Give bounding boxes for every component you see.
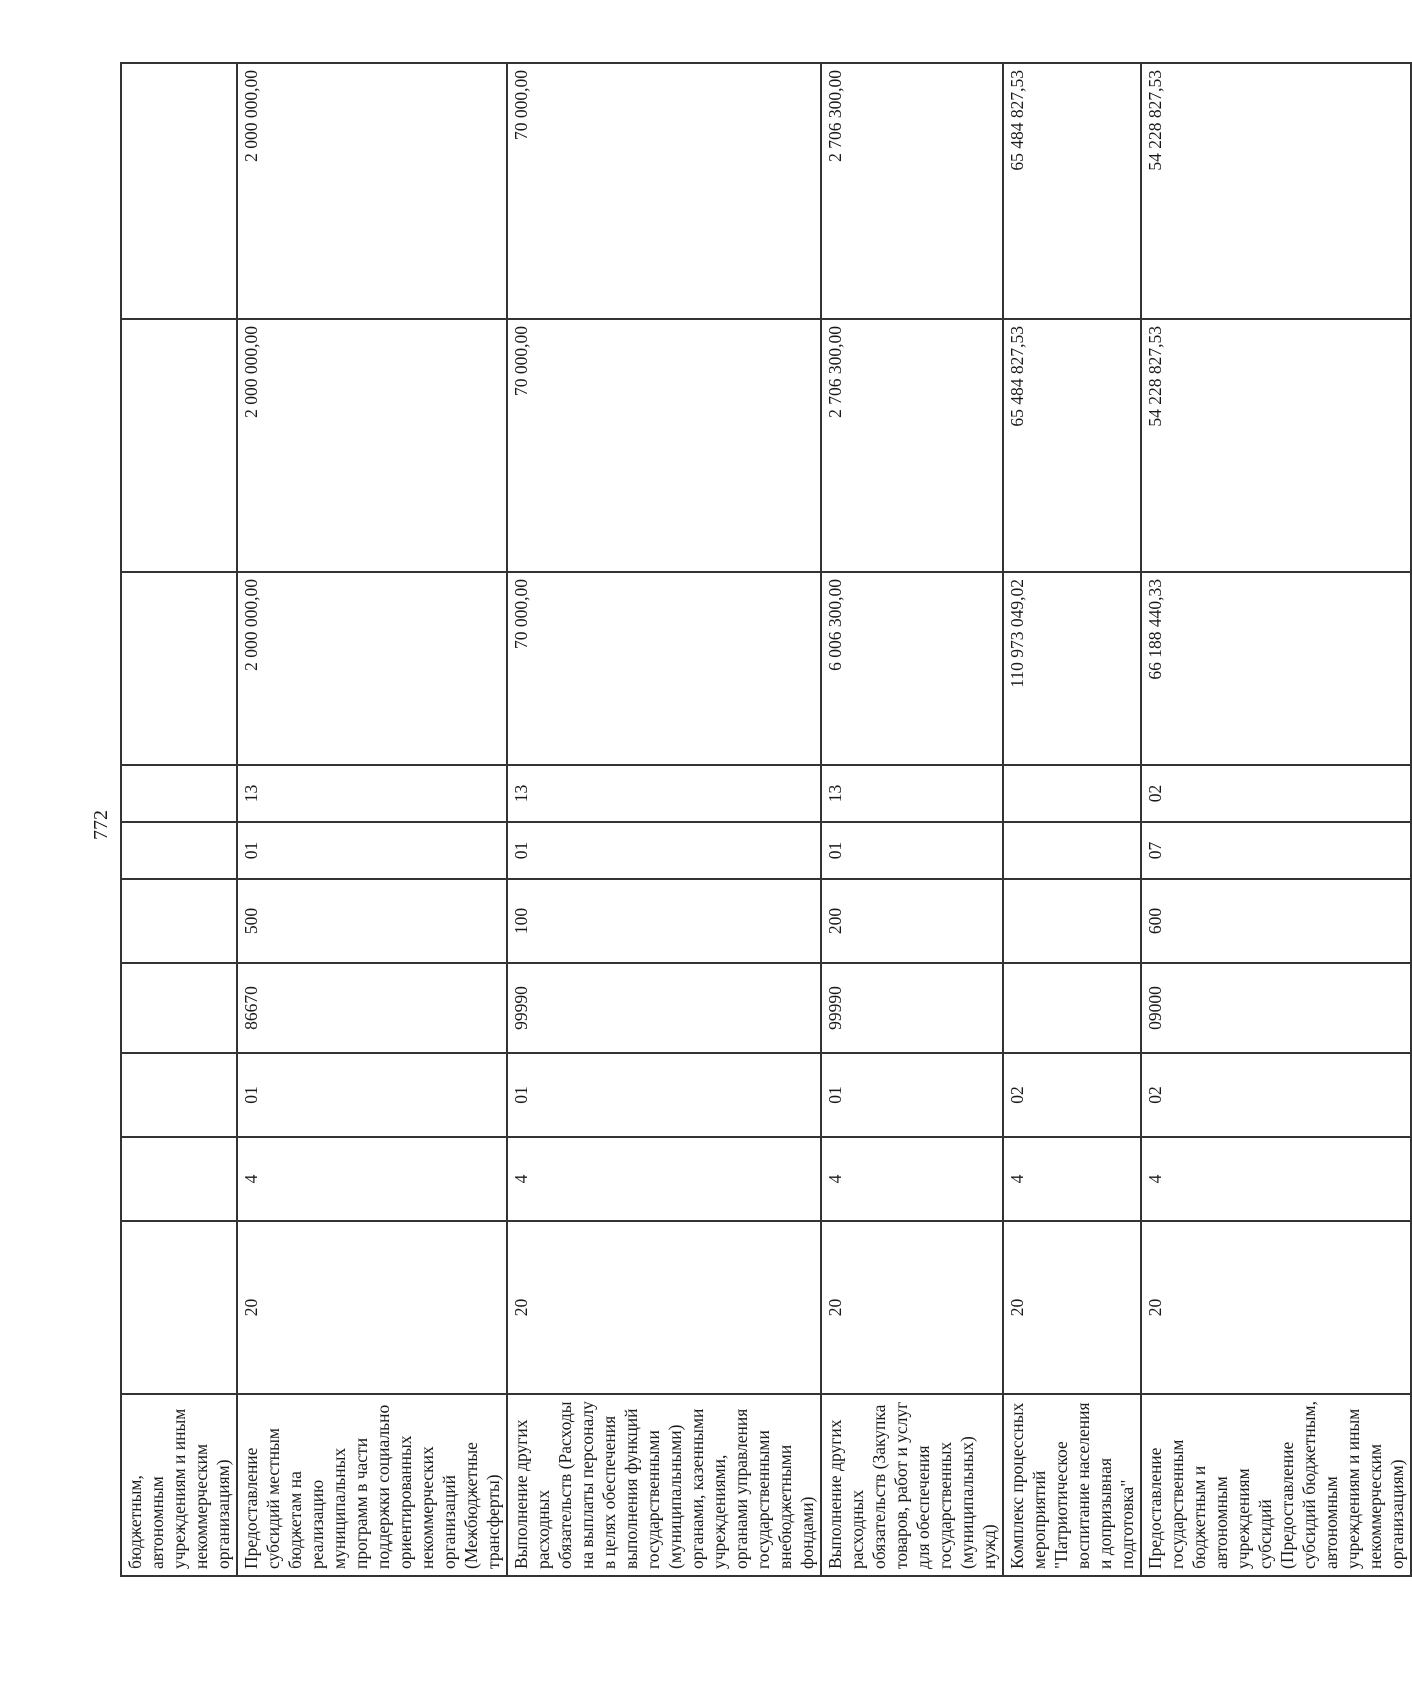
expense-type-cell: 500 (237, 879, 507, 963)
program-code-cell: 20 (507, 1221, 821, 1394)
amount-year1-cell: 6 006 300,00 (821, 572, 1003, 765)
amount-year1-cell (121, 572, 237, 765)
direction-code-cell: 99990 (507, 963, 821, 1053)
section-cell (121, 822, 237, 879)
section-cell (1003, 822, 1141, 879)
rotated-table-wrapper (120, 64, 1407, 1577)
element-code-cell: 01 (507, 1053, 821, 1137)
amount-year2-cell: 54 228 827,53 (1141, 319, 1411, 572)
amount-year1-cell: 66 188 440,33 (1141, 572, 1411, 765)
budget-table (120, 62, 1412, 1577)
direction-code-cell (1003, 963, 1141, 1053)
row-name-cell: Выполнение других расходных обязательств (Закупка товаров, работ и услуг для обеспечения государственных (муниципальных) нужд) (821, 1394, 1003, 1576)
amount-year2-cell: 65 484 827,53 (1003, 319, 1141, 572)
amount-year2-cell: 2 706 300,00 (821, 319, 1003, 572)
element-code-cell: 02 (1141, 1053, 1411, 1137)
program-code-cell (121, 1221, 237, 1394)
amount-year3-cell: 2 000 000,00 (237, 63, 507, 319)
amount-year3-cell: 2 706 300,00 (821, 63, 1003, 319)
expense-type-cell: 200 (821, 879, 1003, 963)
subprogram-code-cell: 4 (237, 1137, 507, 1221)
element-code-cell: 02 (1003, 1053, 1141, 1137)
page-number: 772 (90, 810, 112, 840)
subsection-cell: 13 (237, 765, 507, 822)
table-row (121, 63, 237, 1576)
section-cell: 07 (1141, 822, 1411, 879)
direction-code-cell: 86670 (237, 963, 507, 1053)
amount-year2-cell: 70 000,00 (507, 319, 821, 572)
subsection-cell: 02 (1141, 765, 1411, 822)
amount-year2-cell (121, 319, 237, 572)
element-code-cell: 01 (821, 1053, 1003, 1137)
subprogram-code-cell: 4 (821, 1137, 1003, 1221)
subprogram-code-cell: 4 (1003, 1137, 1141, 1221)
row-name-cell: Предоставление субсидий местным бюджетам на реализацию муниципальных программ в части поддержки социально ориентированных некоммерческих организаций (Межбюджетные трансферты) (237, 1394, 507, 1576)
amount-year3-cell: 70 000,00 (507, 63, 821, 319)
expense-type-cell: 600 (1141, 879, 1411, 963)
table-row (1003, 63, 1141, 1576)
table-row (237, 63, 507, 1576)
amount-year1-cell: 110 973 049,02 (1003, 572, 1141, 765)
element-code-cell: 01 (237, 1053, 507, 1137)
section-cell: 01 (821, 822, 1003, 879)
expense-type-cell: 100 (507, 879, 821, 963)
subprogram-code-cell: 4 (1141, 1137, 1411, 1221)
row-name-cell: Предоставление государственным бюджетным и автономным учреждениям субсидий (Предоставление субсидий бюджетным, автономным учреждениям и иным некоммерческим организациям) (1141, 1394, 1411, 1576)
row-name-cell: Выполнение других расходных обязательств (Расходы на выплаты персоналу в целях обеспечения выполнения функций государственными (муниципальными) органами, казенными учреждениями, органами управления государственными внебюджетными фондами) (507, 1394, 821, 1576)
subprogram-code-cell (121, 1137, 237, 1221)
program-code-cell: 20 (1003, 1221, 1141, 1394)
expense-type-cell (1003, 879, 1141, 963)
subsection-cell: 13 (507, 765, 821, 822)
direction-code-cell: 09000 (1141, 963, 1411, 1053)
direction-code-cell: 99990 (821, 963, 1003, 1053)
program-code-cell: 20 (237, 1221, 507, 1394)
subsection-cell (1003, 765, 1141, 822)
program-code-cell: 20 (821, 1221, 1003, 1394)
section-cell: 01 (237, 822, 507, 879)
subsection-cell: 13 (821, 765, 1003, 822)
row-name-cell: бюджетным, автономным учреждениям и иным некоммерческим организациям) (121, 1394, 237, 1576)
amount-year2-cell: 2 000 000,00 (237, 319, 507, 572)
section-cell: 01 (507, 822, 821, 879)
amount-year1-cell: 70 000,00 (507, 572, 821, 765)
table-row (821, 63, 1003, 1576)
direction-code-cell (121, 963, 237, 1053)
element-code-cell (121, 1053, 237, 1137)
expense-type-cell (121, 879, 237, 963)
amount-year3-cell (121, 63, 237, 319)
table-row (1141, 63, 1411, 1576)
amount-year3-cell: 54 228 827,53 (1141, 63, 1411, 319)
table-row (507, 63, 821, 1576)
subprogram-code-cell: 4 (507, 1137, 821, 1221)
row-name-cell: Комплекс процессных мероприятий "Патриотическое воспитание населения и допризывная подготовка" (1003, 1394, 1141, 1576)
amount-year3-cell: 65 484 827,53 (1003, 63, 1141, 319)
program-code-cell: 20 (1141, 1221, 1411, 1394)
subsection-cell (121, 765, 237, 822)
amount-year1-cell: 2 000 000,00 (237, 572, 507, 765)
